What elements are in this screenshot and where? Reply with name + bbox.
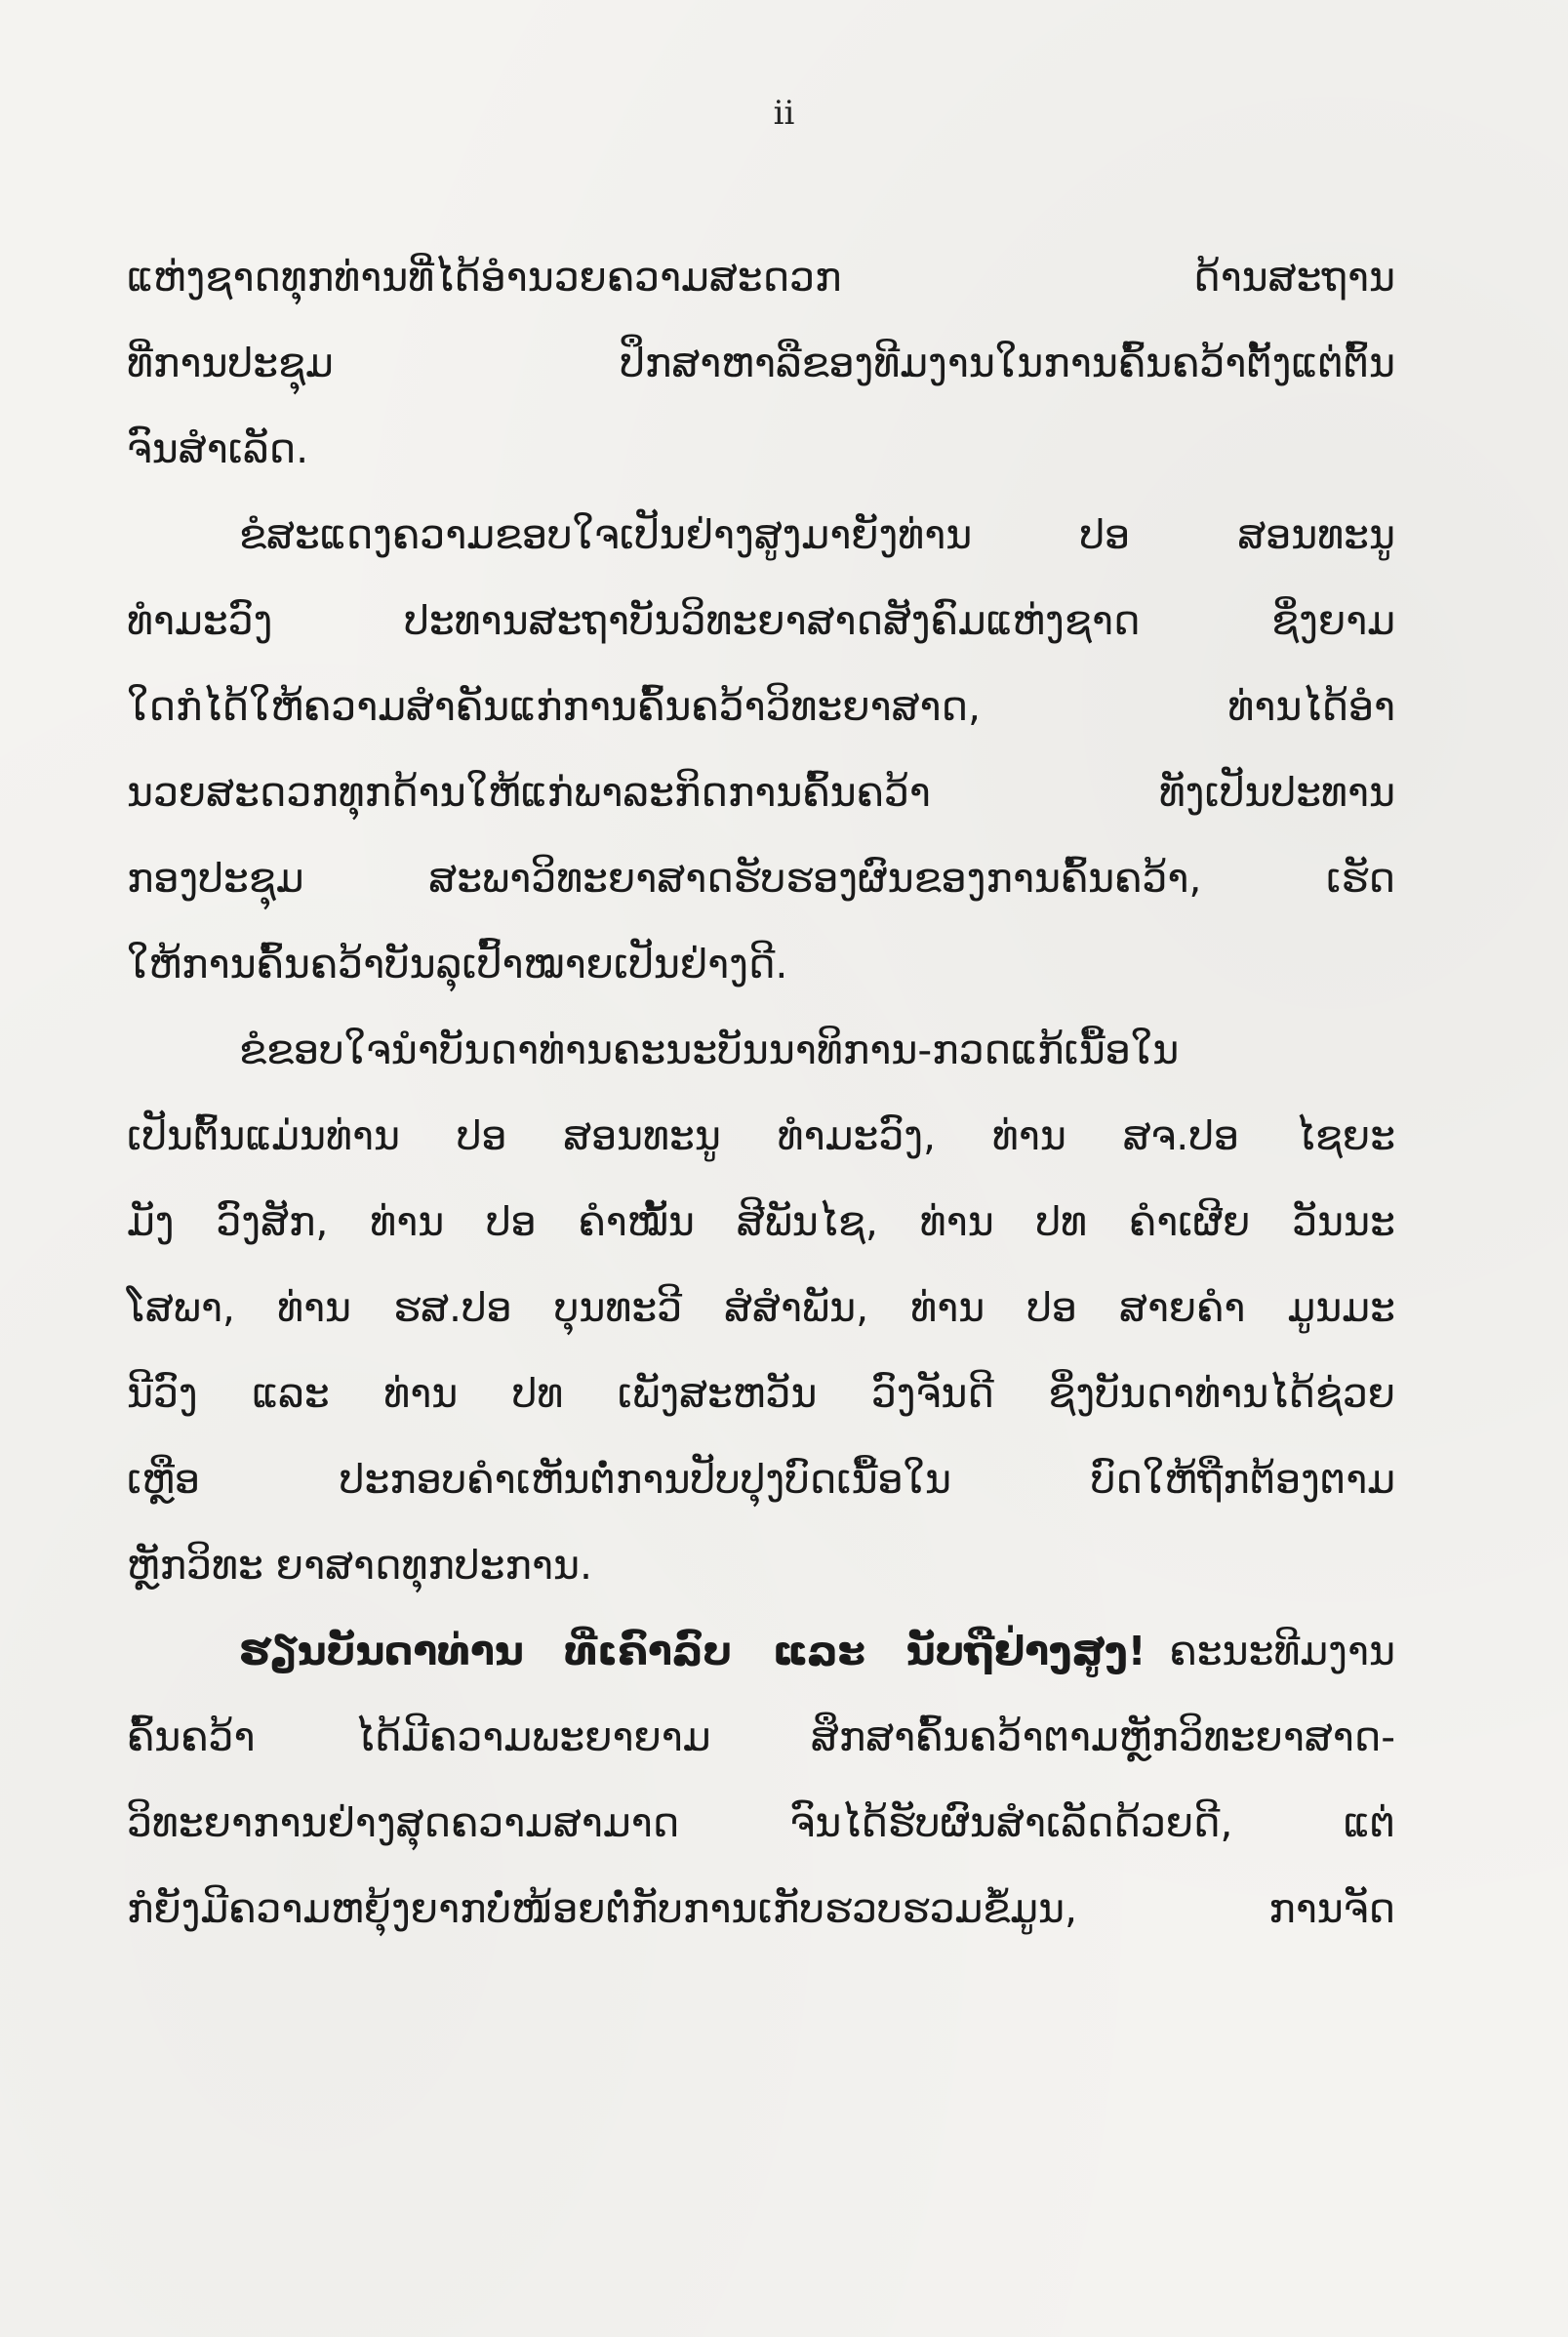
text-line: ທີ່ການປະຊຸມ ປຶກສາຫາລືຂອງທີມງານໃນການຄົ້ນຄວ້າຕັ້ງແຕ່ຕົ້ນ — [127, 340, 1395, 386]
text-line: ແຫ່ງຊາດທຸກທ່ານທີ່ໄດ້ອຳນວຍຄວາມສະດວກ ດ້ານສະຖານ — [127, 254, 1395, 301]
text-line: ຫຼັກວິທະ ຍາສາດທຸກປະການ. — [127, 1542, 593, 1589]
paragraph — [127, 492, 1395, 1007]
body-text — [127, 234, 1395, 1952]
page-number: ii — [773, 94, 795, 133]
text-line — [127, 1608, 1395, 1694]
text-line: ເປັນຕົ້ນແມ່ນທ່ານ ປອ ສອນທະນູ ທຳມະວົງ, ທ່ານ ສຈ.ປອ ໄຊຍະ — [127, 1112, 1395, 1159]
text-line: ນີວົງ ແລະ ທ່ານ ປທ ເພັງສະຫວັນ ວົງຈັນດີ ຊຶ່ງບັນດາທ່ານໄດ້ຊ່ວຍ — [127, 1370, 1395, 1417]
text-line: ໃຫ້ການຄົ້ນຄວ້າບັນລຸເປົ້າໝາຍເປັນຢ່າງດີ. — [127, 941, 788, 987]
text-span: ຄະນະທີມງານ — [1169, 1628, 1395, 1674]
text-line: ໂສພາ, ທ່ານ ຮສ.ປອ ບຸນທະວີ ສໍສຳພັນ, ທ່ານ ປອ ສາຍຄຳ ມູນມະ — [127, 1284, 1395, 1331]
text-line: ນວຍສະດວກທຸກດ້ານໃຫ້ແກ່ພາລະກິດການຄົ້ນຄວ້າ ທັງເປັນປະທານ — [127, 769, 1395, 816]
text-line: ຂໍຂອບໃຈນຳບັນດາທ່ານຄະນະບັນນາທິການ-ກວດແກ້ເນື້ອໃນ — [239, 1027, 1180, 1073]
text-line: ຈົນສຳເລັດ. — [127, 425, 309, 472]
text-line: ໃດກໍໄດ້ໃຫ້ຄວາມສຳຄັນແກ່ການຄົ້ນຄວ້າວິທະຍາສາດ, ທ່ານໄດ້ອຳ — [127, 683, 1395, 730]
text-line: ກໍຍັງມີຄວາມຫຍຸ້ງຍາກບໍ່ໜ້ອຍຕໍ່ກັບການເກັບຮວບຮວມຂໍ້ມູນ, ການຈັດ — [127, 1885, 1395, 1932]
text-line: ກອງປະຊຸມ ສະພາວິທະຍາສາດຮັບຮອງຜົນຂອງການຄົ້ນຄວ້າ, ເຮັດ — [127, 855, 1395, 902]
text-line: ວິທະຍາການຢ່າງສຸດຄວາມສາມາດ ຈົນໄດ້ຮັບຜົນສຳເລັດດ້ວຍດີ, ແຕ່ — [127, 1799, 1395, 1846]
bold-salutation: ຮຽນບັນດາທ່ານ ທີ່ເຄົາລົບ ແລະ ນັບຖືຢ່າງສູງ! — [239, 1628, 1146, 1674]
text-line: ທຳມະວົງ ປະທານສະຖາບັນວິທະຍາສາດສັງຄົມແຫ່ງຊາດ ຊຶ່ງຍາມ — [127, 597, 1395, 644]
paragraph — [127, 234, 1395, 492]
text-line: ຄົ້ນຄວ້າ ໄດ້ມີຄວາມພະຍາຍາມ ສຶກສາຄົ້ນຄວ້າຕາມຫຼັກວິທະຍາສາດ- — [127, 1713, 1395, 1760]
text-line: ມັງ ວົງສັກ, ທ່ານ ປອ ຄຳໝັ້ນ ສີພັນໄຊ, ທ່ານ ປທ ຄຳເຜີຍ ວັນນະ — [127, 1198, 1395, 1245]
paragraph — [127, 1007, 1395, 1608]
text-line: ຂໍສະແດງຄວາມຂອບໃຈເປັນຢ່າງສູງມາຍັງທ່ານ ປອ ສອນທະນູ — [239, 511, 1395, 558]
paragraph — [127, 1608, 1395, 1952]
text-line: ເຫຼືອ ປະກອບຄຳເຫັນຕໍ່ການປັບປຸງບົດເນື້ອໃນ ບົດໃຫ້ຖືກຕ້ອງຕາມ — [127, 1456, 1395, 1503]
